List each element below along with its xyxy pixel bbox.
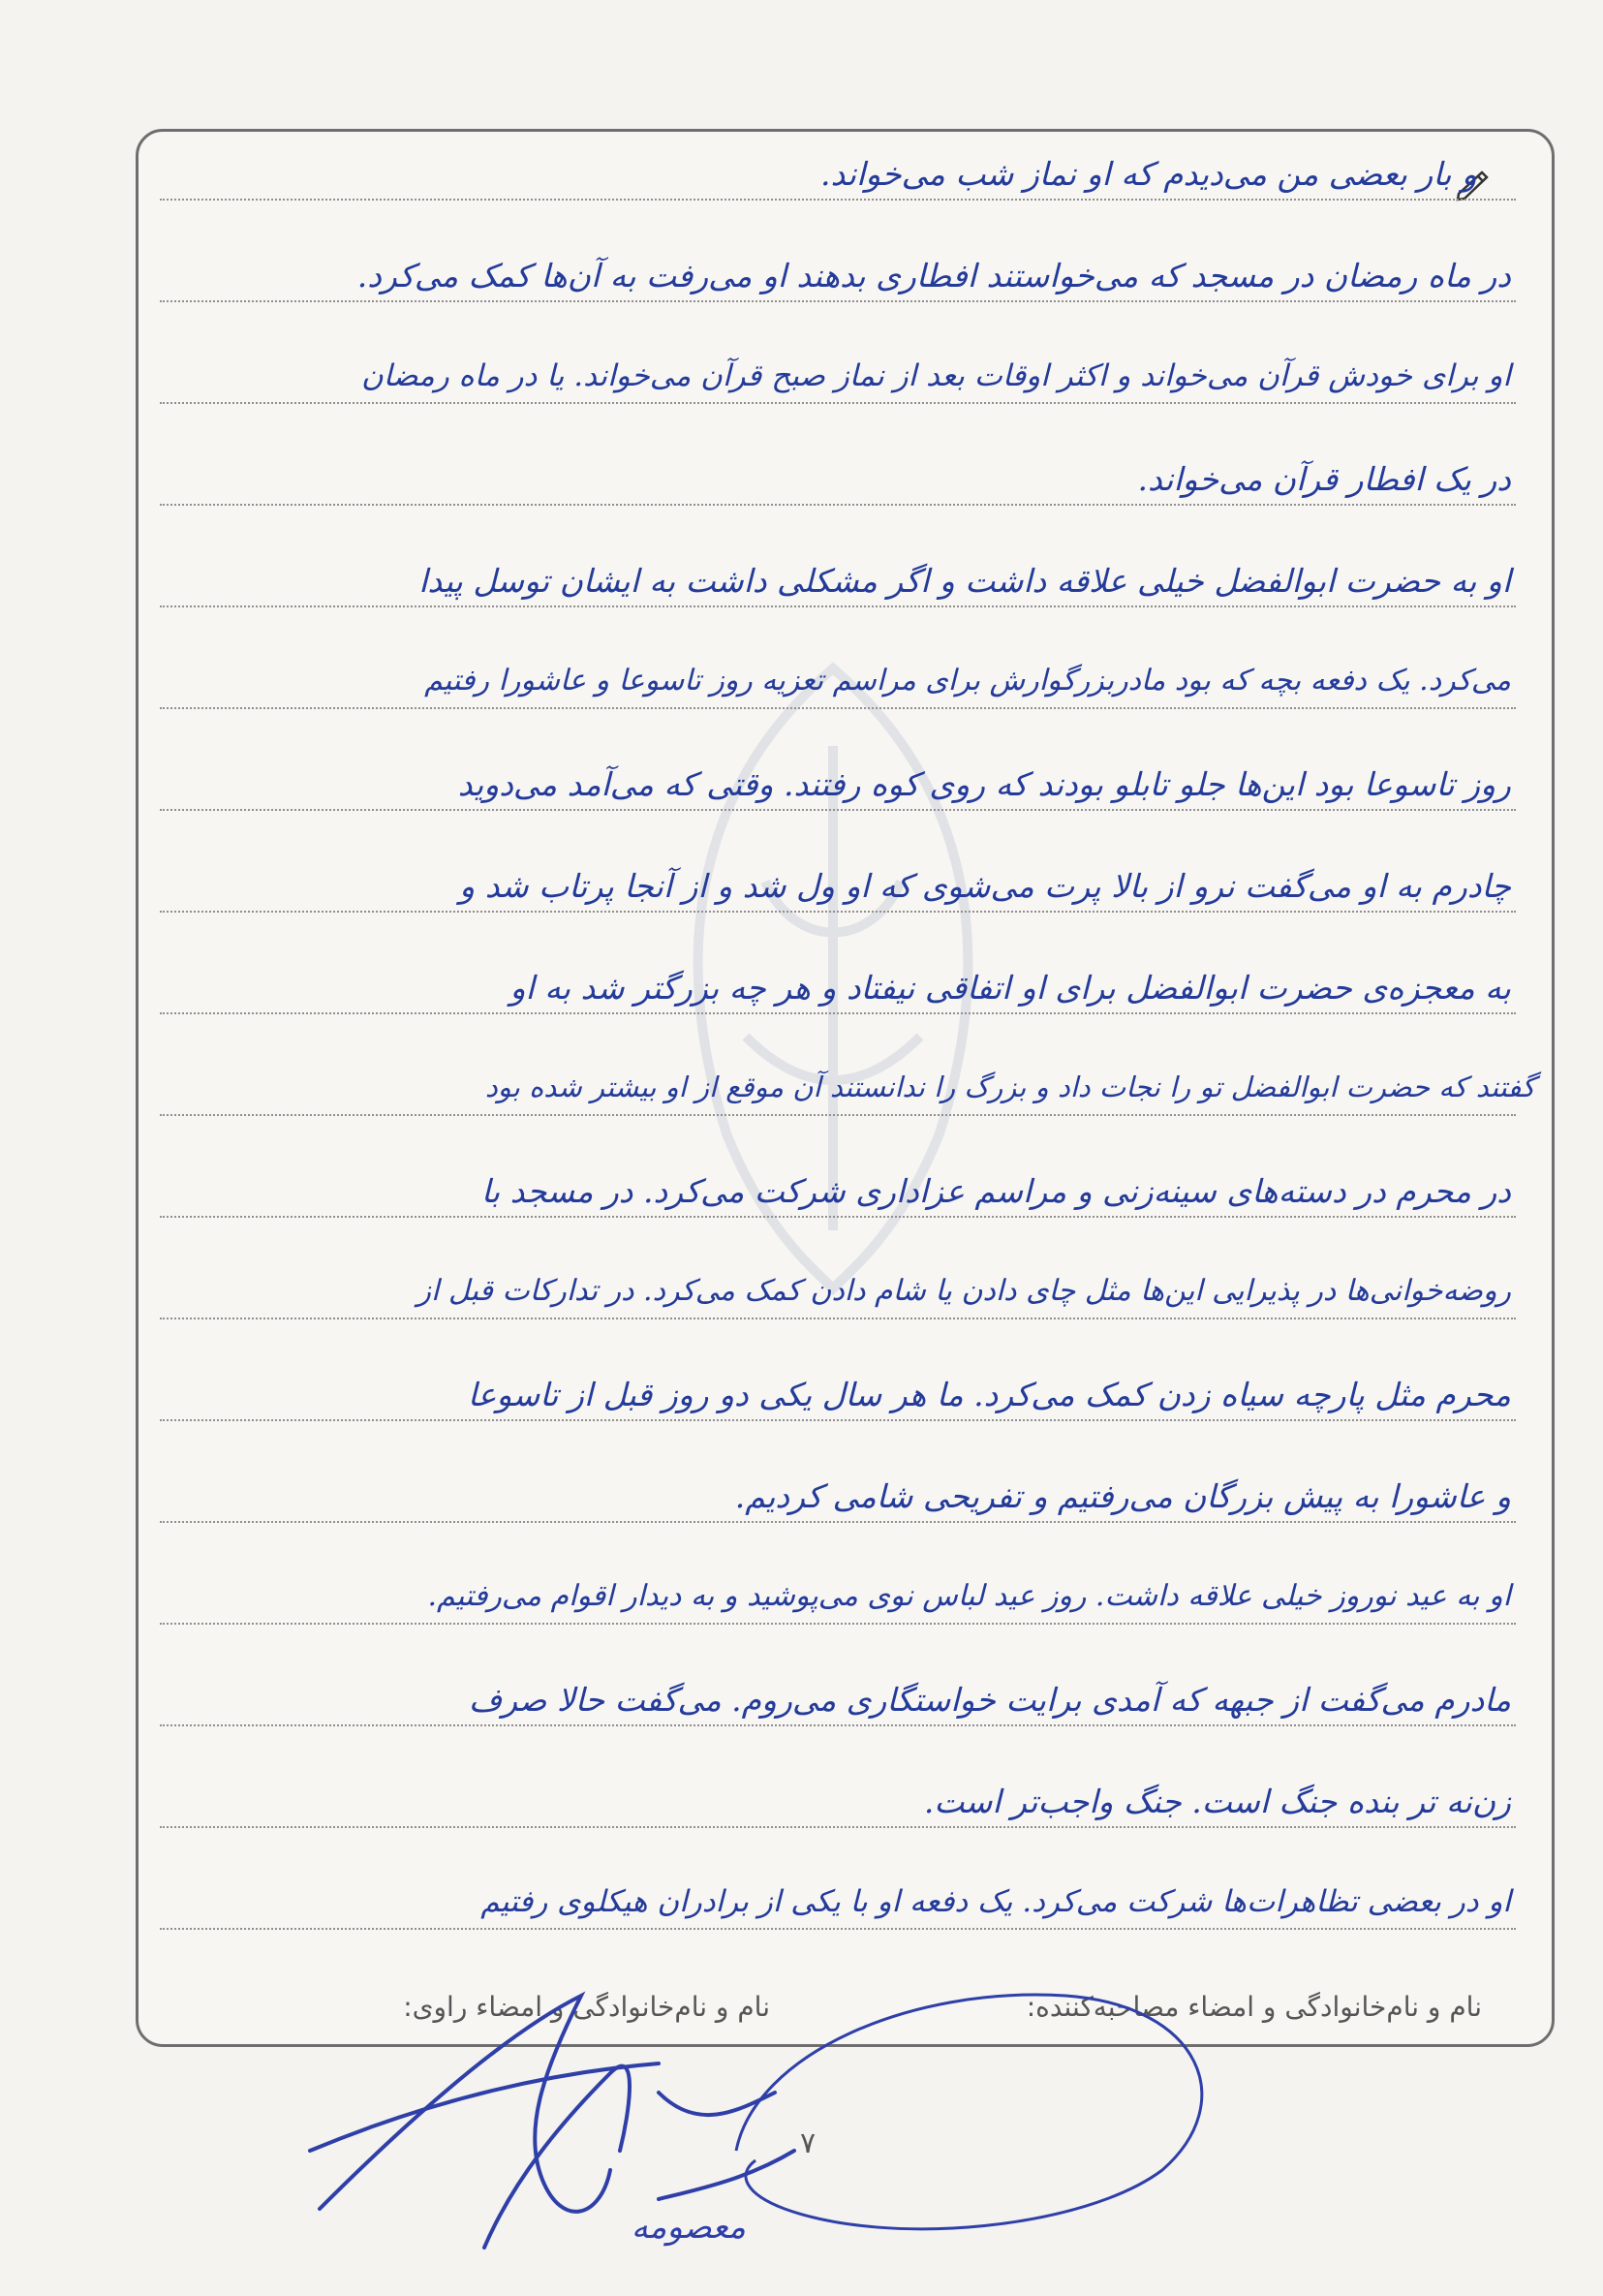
ruled-line [160,1216,1516,1218]
ruled-line [160,1521,1516,1523]
ruled-line [160,707,1516,709]
ruled-line [160,1928,1516,1930]
ruled-line [160,504,1516,506]
handwritten-line: او در بعضی تظاهرات‌ها شرکت می‌کرد. یک دفعه او با یکی از برادران هیکلوی رفتیم [480,1884,1511,1919]
ruled-line [160,1724,1516,1726]
handwritten-line: در یک افطار قرآن می‌خواند. [1137,460,1511,498]
handwritten-line: مادرم می‌گفت از جبهه که آمدی برایت خواستگاری می‌روم. می‌گفت حالا صرف [468,1681,1511,1719]
handwritten-line: می‌کرد. یک دفعه بچه که بود مادربزرگوارش برای مراسم تعزیه روز تاسوعا و عاشورا رفتیم [424,664,1511,698]
ruled-line [160,1826,1516,1828]
ruled-line [160,199,1516,201]
narrator-signature-label: نام و نام‌خانوادگی و امضاء راوی: [403,1991,770,2023]
ruled-line [160,1623,1516,1625]
handwritten-line: محرم مثل پارچه سیاه زدن کمک می‌کرد. ما هر سال یکی دو روز قبل از تاسوعا [467,1376,1511,1413]
signature-oval [697,1967,1240,2248]
ruled-line [160,402,1516,404]
handwritten-line: به معجزه‌ی حضرت ابوالفضل برای او اتفاقی نیفتاد و هر چه بزرگتر شد به او [509,969,1511,1007]
ruled-line [160,809,1516,811]
handwritten-line: گفتند که حضرت ابوالفضل تو را نجات داد و بزرگ را ندانستند آن موقع از او بیشتر شده بود [484,1070,1535,1103]
handwritten-line: او به حضرت ابوالفضل خیلی علاقه داشت و اگر مشکلی داشت به ایشان توسل پیدا [418,562,1511,600]
handwritten-line: و بار بعضی من می‌دیدم که او نماز شب می‌خواند. [820,155,1477,193]
handwritten-line: و عاشورا به پیش بزرگان می‌رفتیم و تفریحی شامی کردیم. [734,1477,1511,1515]
handwritten-line: در ماه رمضان در مسجد که می‌خواستند افطاری بدهند او می‌رفت به آن‌ها کمک می‌کرد. [356,257,1511,295]
handwritten-line: زن‌نه تر بنده جنگ است. جنگ واجب‌تر است. [923,1783,1511,1820]
handwritten-line: چادرم به او می‌گفت نرو از بالا پرت می‌شوی که او ول شد و از آنجا پرتاب شد و [459,867,1511,905]
ruled-line [160,1318,1516,1319]
ruled-line [160,605,1516,607]
ruled-line [160,1012,1516,1014]
handwritten-line: او به عید نوروز خیلی علاقه داشت. روز عید لباس نوی می‌پوشید و به دیدار اقوام می‌رفتیم. [427,1579,1511,1613]
page-number: ۷ [800,2126,817,2160]
ruled-line [160,300,1516,302]
handwritten-line: در محرم در دسته‌های سینه‌زنی و مراسم عزاداری شرکت می‌کرد. در مسجد با [480,1172,1511,1210]
ruled-line [160,1419,1516,1421]
signature-text: معصومه [631,2208,746,2247]
handwritten-line: او برای خودش قرآن می‌خواند و اکثر اوقات بعد از نماز صبح قرآن می‌خواند. یا در ماه رمضان [361,358,1511,393]
ruled-line [160,1114,1516,1116]
interviewer-signature-label: نام و نام‌خانوادگی و امضاء مصاحبه‌کننده: [1026,1991,1482,2023]
handwritten-line: روضه‌خوانی‌ها در پذیرایی این‌ها مثل چای دادن یا شام دادن کمک می‌کرد. در تدارکات قبل از [416,1274,1511,1308]
ruled-line [160,911,1516,913]
handwritten-line: روز تاسوعا بود این‌ها جلو تابلو بودند که روی کوه رفتند. وقتی که می‌آمد می‌دوید [457,765,1511,803]
